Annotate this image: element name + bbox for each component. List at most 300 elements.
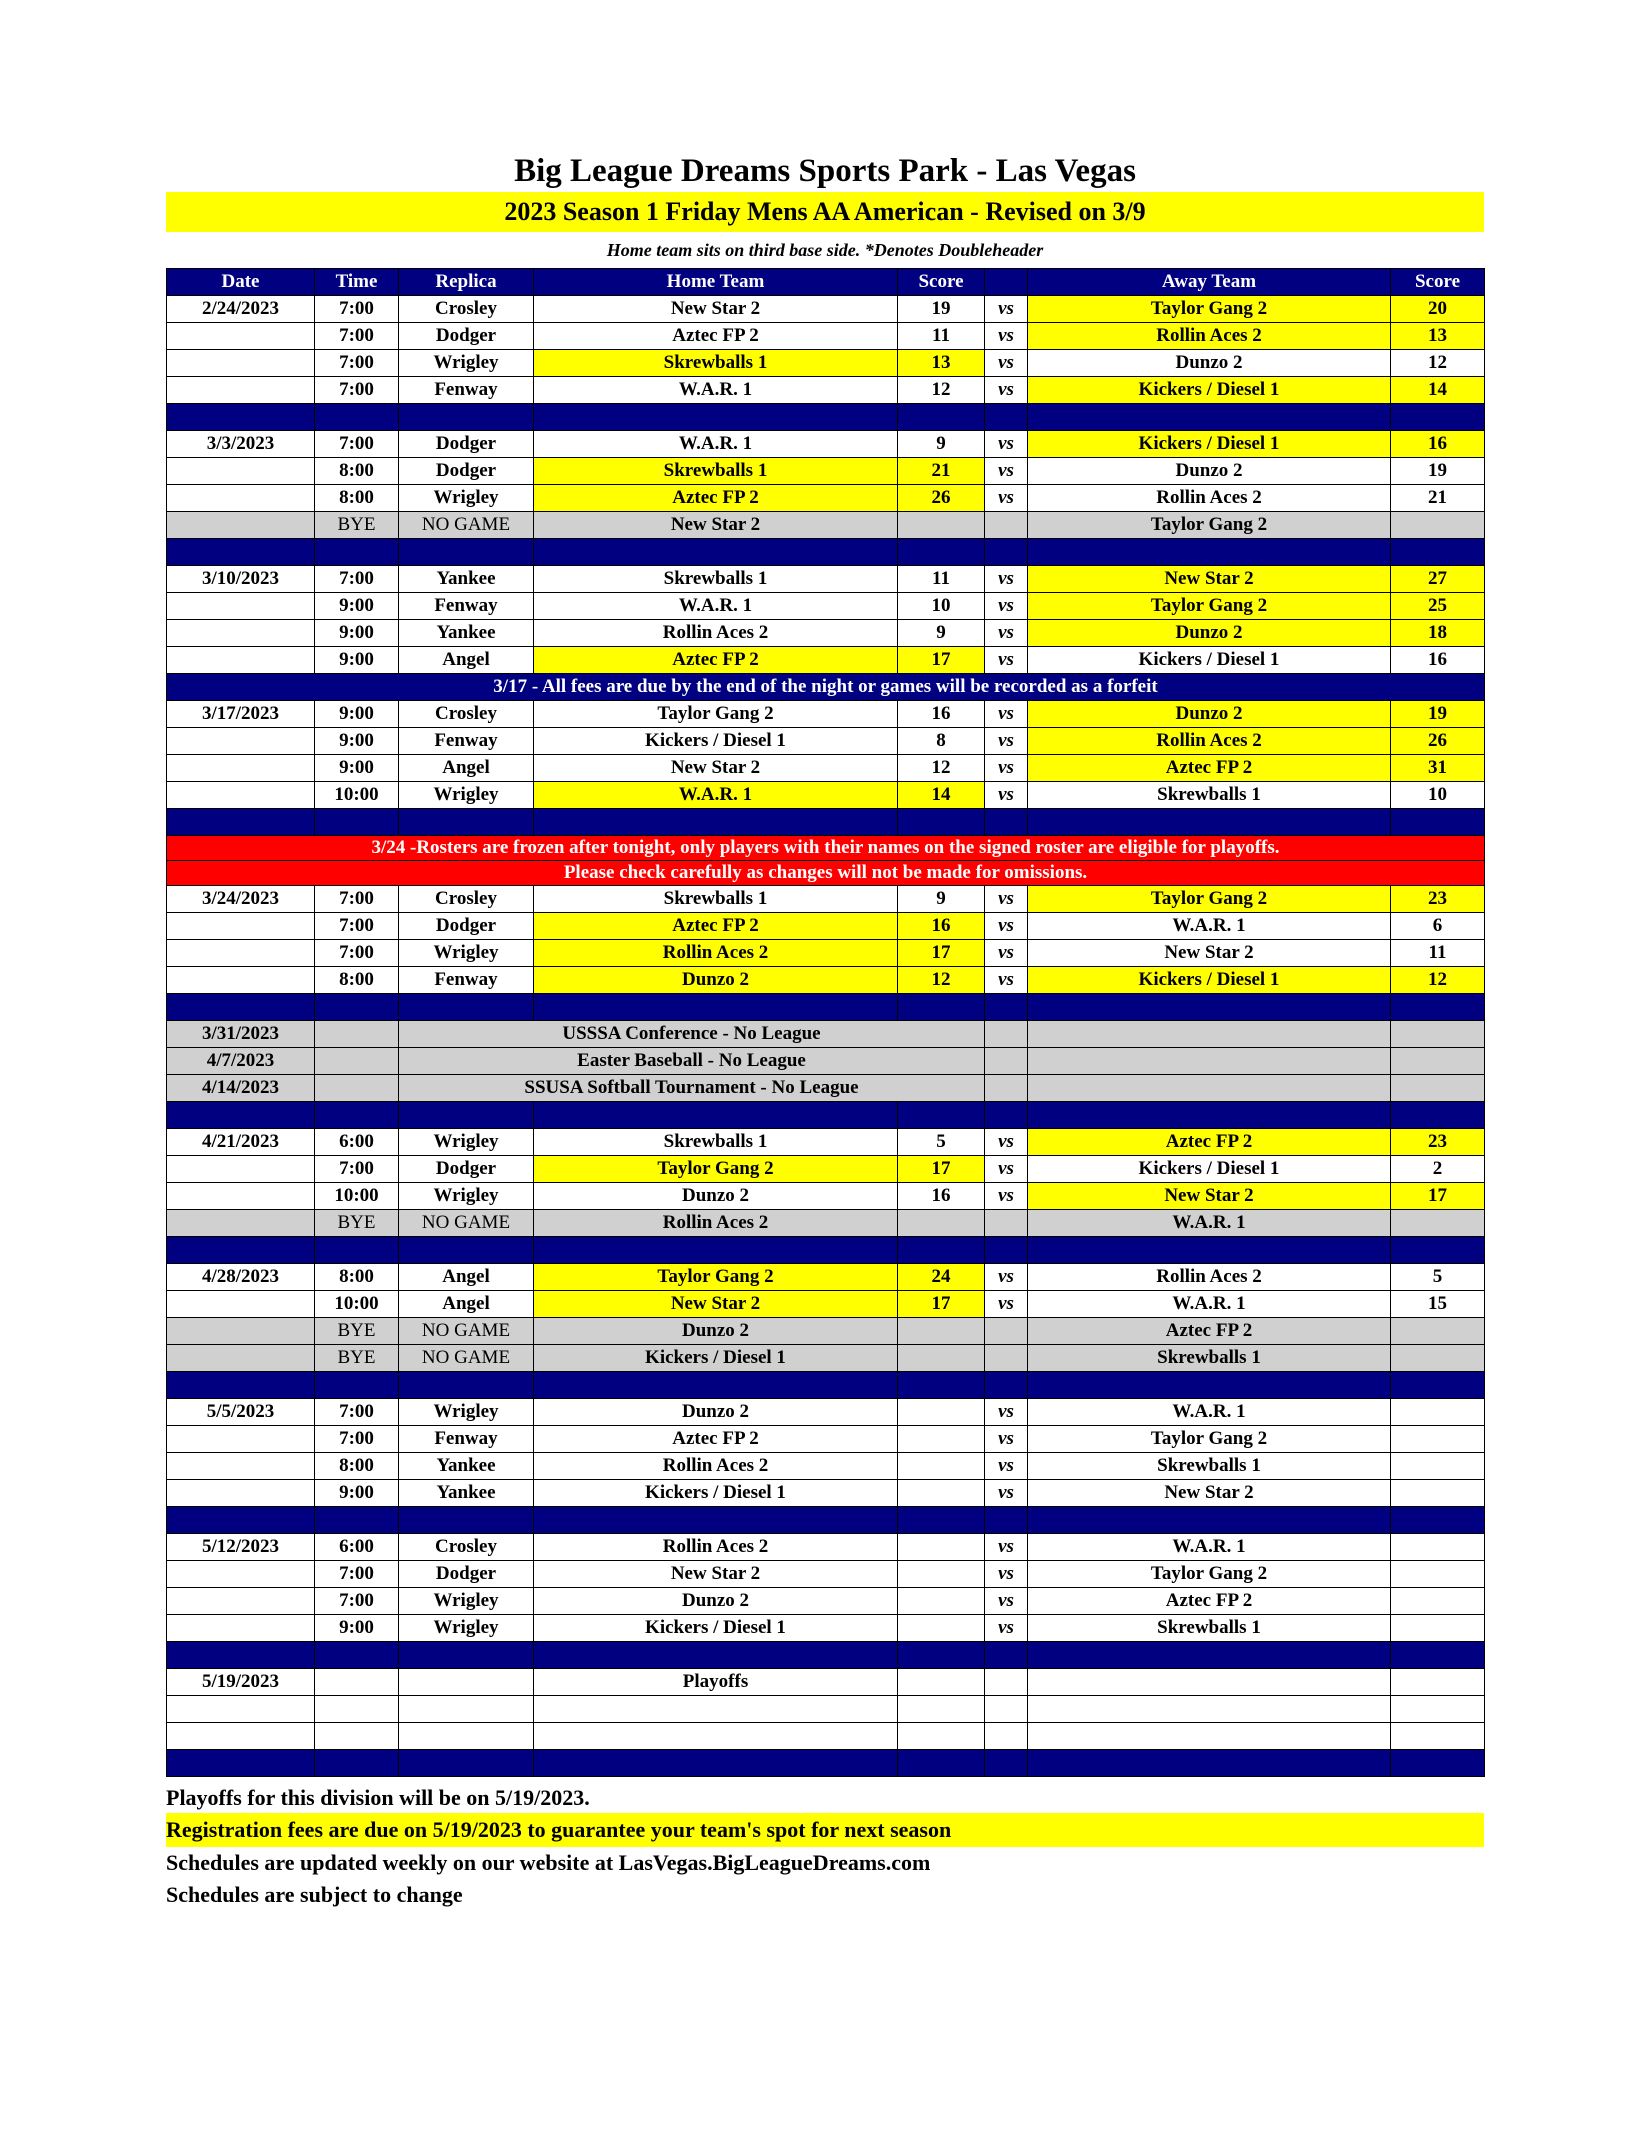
playoffs-row (167, 1669, 1485, 1696)
home-score: 16 (898, 913, 985, 940)
home-score: 17 (898, 940, 985, 967)
week-separator (167, 404, 1485, 431)
no-league-row (167, 1048, 1485, 1075)
away-team: Rollin Aces 2 (1028, 485, 1391, 512)
home-score (898, 1318, 985, 1345)
field-name: Dodger (399, 431, 534, 458)
game-date (167, 593, 315, 620)
separator-cell (1028, 1750, 1391, 1777)
separator-cell (898, 1507, 985, 1534)
field-name: Wrigley (399, 940, 534, 967)
separator-cell (315, 539, 399, 566)
separator-cell (898, 1372, 985, 1399)
away-team: Skrewballs 1 (1028, 1615, 1391, 1642)
separator-cell (1391, 1102, 1485, 1129)
away-score (1391, 1588, 1485, 1615)
separator-cell (167, 1237, 315, 1264)
game-date (167, 1615, 315, 1642)
home-team: New Star 2 (534, 1561, 898, 1588)
separator-cell (534, 1642, 898, 1669)
no-game-label: NO GAME (399, 1345, 534, 1372)
game-date: 2/24/2023 (167, 296, 315, 323)
separator-cell (1028, 809, 1391, 836)
field-name: Wrigley (399, 350, 534, 377)
field-name: Wrigley (399, 1183, 534, 1210)
away-score: 23 (1391, 886, 1485, 913)
separator-cell (1028, 539, 1391, 566)
game-row (167, 485, 1485, 512)
away-team: Skrewballs 1 (1028, 1345, 1391, 1372)
field-name: Wrigley (399, 1129, 534, 1156)
separator-cell (985, 404, 1028, 431)
home-score: 12 (898, 967, 985, 994)
away-team: Taylor Gang 2 (1028, 296, 1391, 323)
empty-cell (1028, 1021, 1391, 1048)
field-name: Yankee (399, 566, 534, 593)
field-name: Fenway (399, 967, 534, 994)
home-score: 16 (898, 701, 985, 728)
no-game-label: NO GAME (399, 1210, 534, 1237)
game-row (167, 1615, 1485, 1642)
home-score: 12 (898, 377, 985, 404)
away-team: Rollin Aces 2 (1028, 728, 1391, 755)
separator-cell (399, 809, 534, 836)
separator-cell (315, 1102, 399, 1129)
home-score: 16 (898, 1183, 985, 1210)
game-row (167, 647, 1485, 674)
home-team: Skrewballs 1 (534, 350, 898, 377)
field-name: Dodger (399, 913, 534, 940)
home-team: Dunzo 2 (534, 967, 898, 994)
separator-cell (1028, 1102, 1391, 1129)
column-header-replica: Replica (399, 269, 534, 296)
empty-cell (1391, 1021, 1485, 1048)
game-date (167, 377, 315, 404)
game-time: 7:00 (315, 296, 399, 323)
home-team: Rollin Aces 2 (534, 1210, 898, 1237)
home-team: Taylor Gang 2 (534, 1156, 898, 1183)
bye-label: BYE (315, 1210, 399, 1237)
away-score: 15 (1391, 1291, 1485, 1318)
game-time: 7:00 (315, 323, 399, 350)
game-date (167, 647, 315, 674)
away-team: W.A.R. 1 (1028, 1399, 1391, 1426)
empty-cell (315, 1696, 399, 1723)
away-team: Rollin Aces 2 (1028, 323, 1391, 350)
home-score: 10 (898, 593, 985, 620)
game-row (167, 913, 1485, 940)
separator-cell (1028, 1237, 1391, 1264)
away-team: Skrewballs 1 (1028, 1453, 1391, 1480)
away-score: 13 (1391, 323, 1485, 350)
field-name: Wrigley (399, 1399, 534, 1426)
game-date (167, 620, 315, 647)
separator-cell (315, 1507, 399, 1534)
game-time: 9:00 (315, 728, 399, 755)
game-time: 9:00 (315, 701, 399, 728)
vs-label: vs (985, 886, 1028, 913)
away-score: 12 (1391, 967, 1485, 994)
game-row (167, 886, 1485, 913)
vs-label: vs (985, 755, 1028, 782)
away-score: 2 (1391, 1156, 1485, 1183)
away-score: 16 (1391, 431, 1485, 458)
empty-cell (315, 1021, 399, 1048)
game-time: 9:00 (315, 755, 399, 782)
empty-cell (1391, 1048, 1485, 1075)
game-date (167, 323, 315, 350)
separator-cell (898, 994, 985, 1021)
week-separator (167, 1102, 1485, 1129)
game-date (167, 782, 315, 809)
separator-cell (534, 1237, 898, 1264)
away-score: 20 (1391, 296, 1485, 323)
schedule-page (166, 150, 1484, 1911)
field-name: Dodger (399, 1156, 534, 1183)
page-subtitle: 2023 Season 1 Friday Mens AA American - Revised on 3/9 (166, 192, 1484, 232)
column-header-away-score: Score (1391, 269, 1485, 296)
away-team: Kickers / Diesel 1 (1028, 967, 1391, 994)
empty-cell (985, 1723, 1028, 1750)
vs-label: vs (985, 1615, 1028, 1642)
home-team: Rollin Aces 2 (534, 1534, 898, 1561)
away-score (1391, 1210, 1485, 1237)
away-team: Taylor Gang 2 (1028, 1426, 1391, 1453)
game-date (167, 1183, 315, 1210)
separator-cell (534, 1507, 898, 1534)
vs-label: vs (985, 728, 1028, 755)
home-score: 11 (898, 323, 985, 350)
away-team: Aztec FP 2 (1028, 755, 1391, 782)
separator-cell (985, 994, 1028, 1021)
home-score (898, 1615, 985, 1642)
separator-cell (534, 1750, 898, 1777)
away-score (1391, 1318, 1485, 1345)
game-date (167, 755, 315, 782)
away-score: 19 (1391, 458, 1485, 485)
game-time: 9:00 (315, 593, 399, 620)
home-team: Skrewballs 1 (534, 1129, 898, 1156)
game-date (167, 512, 315, 539)
game-date: 5/19/2023 (167, 1669, 315, 1696)
roster-notice-row (167, 861, 1485, 886)
column-header-time: Time (315, 269, 399, 296)
home-score (898, 1480, 985, 1507)
playoffs-note: Playoffs for this division will be on 5/19/2023. (166, 1785, 590, 1810)
separator-cell (1391, 1372, 1485, 1399)
bye-row (167, 1318, 1485, 1345)
separator-cell (167, 1507, 315, 1534)
no-league-text: USSSA Conference - No League (399, 1021, 985, 1048)
field-name: Wrigley (399, 782, 534, 809)
home-team: Kickers / Diesel 1 (534, 1345, 898, 1372)
game-row (167, 431, 1485, 458)
game-row (167, 1183, 1485, 1210)
home-team: Kickers / Diesel 1 (534, 728, 898, 755)
game-row (167, 377, 1485, 404)
away-team: Skrewballs 1 (1028, 782, 1391, 809)
away-score: 21 (1391, 485, 1485, 512)
separator-cell (985, 1642, 1028, 1669)
game-row (167, 1129, 1485, 1156)
game-row (167, 593, 1485, 620)
away-team: W.A.R. 1 (1028, 913, 1391, 940)
separator-cell (399, 994, 534, 1021)
separator-cell (985, 1237, 1028, 1264)
column-header-away-team: Away Team (1028, 269, 1391, 296)
empty-cell (1391, 1696, 1485, 1723)
vs-label: vs (985, 967, 1028, 994)
field-name: Angel (399, 647, 534, 674)
separator-cell (315, 809, 399, 836)
empty-cell (1028, 1669, 1391, 1696)
home-team: Skrewballs 1 (534, 566, 898, 593)
away-score (1391, 1561, 1485, 1588)
vs-label: vs (985, 1156, 1028, 1183)
separator-cell (1391, 809, 1485, 836)
away-score: 19 (1391, 701, 1485, 728)
change-note: Schedules are subject to change (166, 1882, 463, 1907)
game-date (167, 1561, 315, 1588)
away-score: 25 (1391, 593, 1485, 620)
empty-cell (167, 1696, 315, 1723)
empty-row (167, 1696, 1485, 1723)
no-league-text: Easter Baseball - No League (399, 1048, 985, 1075)
roster-notice-line: 3/24 -Rosters are frozen after tonight, only players with their names on the signed roster are eligible for playoffs. (167, 836, 1485, 861)
home-team: W.A.R. 1 (534, 593, 898, 620)
vs-label: vs (985, 485, 1028, 512)
separator-cell (315, 1642, 399, 1669)
empty-cell (898, 1669, 985, 1696)
home-team: Rollin Aces 2 (534, 1453, 898, 1480)
field-name: Wrigley (399, 1588, 534, 1615)
home-team: W.A.R. 1 (534, 782, 898, 809)
field-name: Fenway (399, 593, 534, 620)
away-score (1391, 1453, 1485, 1480)
away-score (1391, 512, 1485, 539)
vs-label: vs (985, 458, 1028, 485)
separator-cell (1391, 994, 1485, 1021)
home-team: Aztec FP 2 (534, 913, 898, 940)
home-score: 17 (898, 1291, 985, 1318)
field-name: Dodger (399, 458, 534, 485)
game-time: 7:00 (315, 350, 399, 377)
home-team: New Star 2 (534, 512, 898, 539)
empty-cell (1391, 1723, 1485, 1750)
bye-row (167, 1345, 1485, 1372)
home-team: Kickers / Diesel 1 (534, 1615, 898, 1642)
game-row (167, 566, 1485, 593)
separator-cell (1391, 1750, 1485, 1777)
away-team: Dunzo 2 (1028, 350, 1391, 377)
game-row (167, 967, 1485, 994)
field-name: Yankee (399, 1480, 534, 1507)
game-date: 4/7/2023 (167, 1048, 315, 1075)
home-team-note: Home team sits on third base side. *Denotes Doubleheader (606, 240, 1044, 260)
game-date: 3/10/2023 (167, 566, 315, 593)
separator-cell (167, 994, 315, 1021)
separator-cell (167, 1750, 315, 1777)
home-score: 9 (898, 431, 985, 458)
away-score: 23 (1391, 1129, 1485, 1156)
separator-cell (534, 1102, 898, 1129)
game-date (167, 1291, 315, 1318)
week-separator (167, 1372, 1485, 1399)
game-time: 7:00 (315, 913, 399, 940)
away-team: New Star 2 (1028, 1480, 1391, 1507)
home-score: 21 (898, 458, 985, 485)
separator-cell (898, 1642, 985, 1669)
away-team: New Star 2 (1028, 566, 1391, 593)
game-row (167, 620, 1485, 647)
separator-cell (534, 539, 898, 566)
away-team: Dunzo 2 (1028, 620, 1391, 647)
field-name: Angel (399, 1291, 534, 1318)
game-row (167, 1399, 1485, 1426)
away-score (1391, 1426, 1485, 1453)
game-date: 3/24/2023 (167, 886, 315, 913)
week-separator (167, 809, 1485, 836)
game-date (167, 485, 315, 512)
website-note: Schedules are updated weekly on our website at LasVegas.BigLeagueDreams.com (166, 1850, 931, 1875)
separator-cell (898, 404, 985, 431)
field-name: Crosley (399, 296, 534, 323)
game-row (167, 458, 1485, 485)
game-date: 3/31/2023 (167, 1021, 315, 1048)
separator-cell (898, 809, 985, 836)
no-game-label: NO GAME (399, 512, 534, 539)
empty-cell (534, 1723, 898, 1750)
home-score: 11 (898, 566, 985, 593)
game-time: 7:00 (315, 940, 399, 967)
game-date (167, 350, 315, 377)
empty-cell (898, 1723, 985, 1750)
game-time: 6:00 (315, 1534, 399, 1561)
home-team: Dunzo 2 (534, 1318, 898, 1345)
column-header-vs (985, 269, 1028, 296)
game-date (167, 728, 315, 755)
game-time: 9:00 (315, 620, 399, 647)
game-date: 3/17/2023 (167, 701, 315, 728)
game-row (167, 728, 1485, 755)
separator-cell (399, 1750, 534, 1777)
vs-label: vs (985, 1291, 1028, 1318)
playoffs-label: Playoffs (534, 1669, 898, 1696)
vs-cell (985, 1210, 1028, 1237)
empty-cell (315, 1669, 399, 1696)
vs-label: vs (985, 647, 1028, 674)
table-header-row (167, 269, 1485, 296)
separator-cell (898, 1102, 985, 1129)
roster-notice-line: Please check carefully as changes will not be made for omissions. (167, 861, 1485, 886)
separator-cell (534, 1372, 898, 1399)
empty-cell (1028, 1075, 1391, 1102)
separator-cell (315, 1237, 399, 1264)
separator-cell (399, 1237, 534, 1264)
separator-cell (1391, 1507, 1485, 1534)
empty-cell (985, 1021, 1028, 1048)
empty-row (167, 1723, 1485, 1750)
game-row (167, 755, 1485, 782)
game-row (167, 940, 1485, 967)
column-header-date: Date (167, 269, 315, 296)
separator-cell (167, 809, 315, 836)
separator-cell (1028, 404, 1391, 431)
game-row (167, 1588, 1485, 1615)
empty-cell (1391, 1075, 1485, 1102)
no-league-row (167, 1075, 1485, 1102)
home-score (898, 1399, 985, 1426)
away-score: 12 (1391, 350, 1485, 377)
away-score: 17 (1391, 1183, 1485, 1210)
game-row (167, 1561, 1485, 1588)
away-team: Kickers / Diesel 1 (1028, 647, 1391, 674)
field-name: Yankee (399, 620, 534, 647)
separator-cell (1028, 1372, 1391, 1399)
empty-cell (1391, 1669, 1485, 1696)
separator-cell (1391, 539, 1485, 566)
away-score: 5 (1391, 1264, 1485, 1291)
vs-label: vs (985, 701, 1028, 728)
home-score (898, 1534, 985, 1561)
column-header-home-score: Score (898, 269, 985, 296)
vs-label: vs (985, 350, 1028, 377)
page-title: Big League Dreams Sports Park - Las Vegas (514, 153, 1136, 189)
home-score (898, 1561, 985, 1588)
home-score: 9 (898, 620, 985, 647)
vs-label: vs (985, 1480, 1028, 1507)
game-time: 6:00 (315, 1129, 399, 1156)
away-team: Kickers / Diesel 1 (1028, 377, 1391, 404)
game-date: 5/5/2023 (167, 1399, 315, 1426)
home-team: Aztec FP 2 (534, 647, 898, 674)
home-team: New Star 2 (534, 296, 898, 323)
away-score (1391, 1399, 1485, 1426)
field-name: Angel (399, 1264, 534, 1291)
separator-cell (167, 1102, 315, 1129)
field-name: Crosley (399, 886, 534, 913)
vs-label: vs (985, 1561, 1028, 1588)
vs-label: vs (985, 620, 1028, 647)
away-team: W.A.R. 1 (1028, 1210, 1391, 1237)
week-separator (167, 1237, 1485, 1264)
vs-cell (985, 1318, 1028, 1345)
game-row (167, 1480, 1485, 1507)
no-game-label: NO GAME (399, 1318, 534, 1345)
home-score: 26 (898, 485, 985, 512)
game-date (167, 1345, 315, 1372)
field-name: Yankee (399, 1453, 534, 1480)
separator-cell (1028, 1507, 1391, 1534)
home-score: 17 (898, 647, 985, 674)
column-header-home-team: Home Team (534, 269, 898, 296)
away-team: W.A.R. 1 (1028, 1291, 1391, 1318)
week-separator (167, 1507, 1485, 1534)
home-score: 14 (898, 782, 985, 809)
home-score: 5 (898, 1129, 985, 1156)
away-team: Kickers / Diesel 1 (1028, 1156, 1391, 1183)
bye-label: BYE (315, 1345, 399, 1372)
home-team: Taylor Gang 2 (534, 701, 898, 728)
separator-cell (399, 404, 534, 431)
field-name: Wrigley (399, 485, 534, 512)
game-date: 5/12/2023 (167, 1534, 315, 1561)
home-team: W.A.R. 1 (534, 431, 898, 458)
empty-cell (985, 1048, 1028, 1075)
game-time: 8:00 (315, 967, 399, 994)
roster-notice-row (167, 836, 1485, 861)
game-date (167, 967, 315, 994)
